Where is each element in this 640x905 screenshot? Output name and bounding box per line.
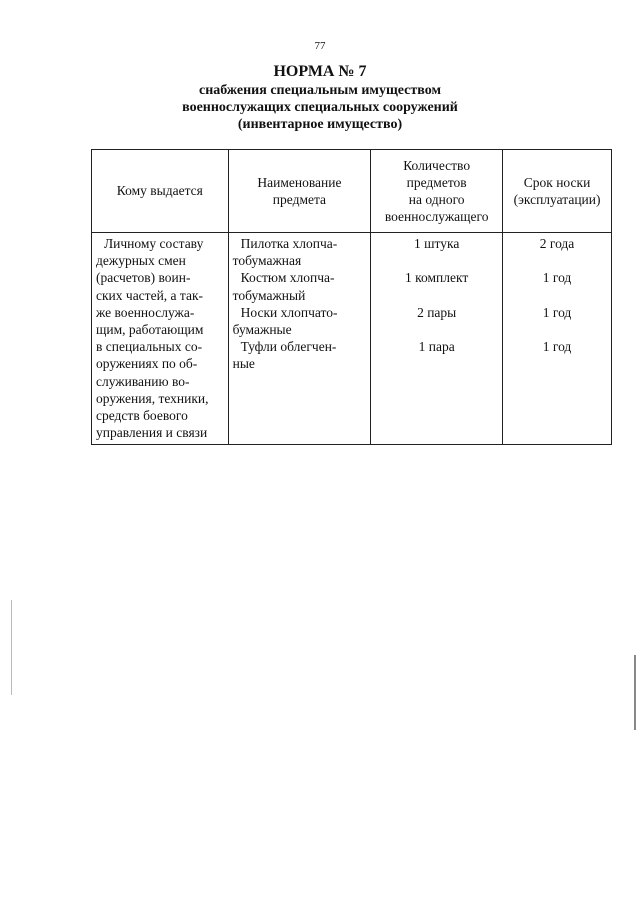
document-heading xyxy=(0,62,640,133)
page-number: 77 xyxy=(314,40,326,52)
item-quantity: 1 комплект xyxy=(405,270,469,286)
item-term: 1 год xyxy=(542,304,572,320)
item-name xyxy=(233,304,369,338)
item-quantity: 1 пара xyxy=(418,339,455,355)
table-header-row xyxy=(92,150,612,233)
header-item xyxy=(228,150,371,233)
recipient-line: управления и связи xyxy=(96,425,208,441)
item-name-line: тобумажная xyxy=(232,253,302,269)
item-term: 1 год xyxy=(542,270,572,286)
header-item-line: Наименование xyxy=(257,174,342,190)
item-name xyxy=(233,235,369,269)
recipient-line: же военнослужа- xyxy=(96,304,195,320)
item-term: 1 год xyxy=(542,339,572,355)
header-item-line: предмета xyxy=(272,192,327,207)
header-quantity-line: предметов xyxy=(406,174,467,190)
recipient-line: в специальных со- xyxy=(96,339,203,355)
header-quantity-line: на одного xyxy=(408,192,465,207)
item-name-line: ные xyxy=(232,356,255,372)
scan-edge-mark xyxy=(11,600,12,695)
term-cell xyxy=(503,233,612,445)
heading-line-2: военнослужащих специальных сооружений xyxy=(182,100,458,115)
item-name xyxy=(233,269,369,303)
norm-title: НОРМА № 7 xyxy=(273,63,367,80)
heading-line-3: (инвентарное имущество) xyxy=(237,117,403,132)
recipient-line: средств боевого xyxy=(96,408,188,424)
item-name xyxy=(233,338,369,372)
item-name-line: Носки хлопчато- xyxy=(240,304,338,320)
scan-edge-mark xyxy=(634,655,636,730)
item-quantity: 1 штука xyxy=(413,236,460,251)
item-name-line: Туфли облегчен- xyxy=(240,339,337,355)
header-term xyxy=(503,150,612,233)
item-term: 2 года xyxy=(539,236,575,251)
table-row xyxy=(92,233,612,445)
item-name-line: тобумажный xyxy=(232,287,306,303)
header-quantity-line: военнослужащего xyxy=(384,209,489,225)
heading-line-1: снабжения специальным имуществом xyxy=(199,83,441,98)
recipient-line: ских частей, а так- xyxy=(96,287,204,303)
header-recipient: Кому выдается xyxy=(92,150,229,233)
item-quantity: 2 пары xyxy=(417,304,457,320)
item-name-line: бумажные xyxy=(232,322,292,338)
header-quantity-line: Количество xyxy=(403,157,471,173)
header-quantity xyxy=(371,150,503,233)
header-term-line: (эксплуатации) xyxy=(513,192,601,207)
recipient-line: дежурных смен xyxy=(96,253,186,269)
recipient-line: Личному составу xyxy=(104,236,204,251)
recipient-line: оружения, техники, xyxy=(96,390,209,406)
quantity-cell xyxy=(371,233,503,445)
norm-table xyxy=(91,149,612,445)
recipient-line: служиванию во- xyxy=(96,373,190,389)
items-cell xyxy=(228,233,371,445)
item-name-line: Пилотка хлопча- xyxy=(240,236,338,251)
recipient-cell xyxy=(92,233,229,445)
item-name-line: Костюм хлопча- xyxy=(240,270,335,286)
recipient-line: щим, работающим xyxy=(96,322,204,338)
recipient-line: оружениях по об- xyxy=(96,356,198,372)
header-term-line: Срок носки xyxy=(523,174,591,190)
recipient-line: (расчетов) воин- xyxy=(96,270,191,286)
